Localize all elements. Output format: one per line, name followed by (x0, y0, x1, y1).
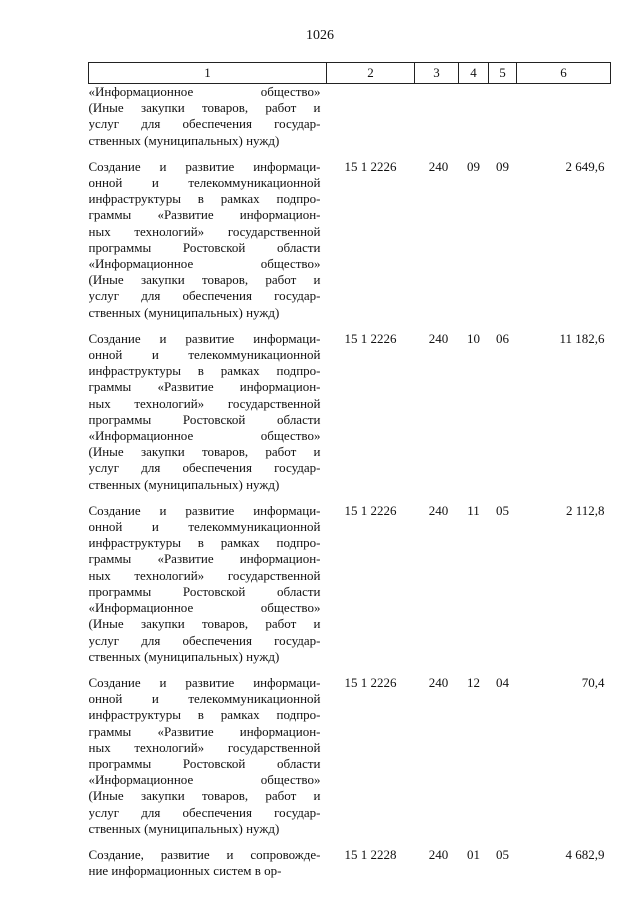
description-line: инфраструктуры в рамках подпро- (88, 535, 321, 551)
row-target-article: 15 1 2226 (344, 674, 397, 690)
description-line: граммы «Развитие информацион- (88, 551, 321, 567)
row-description (89, 503, 327, 675)
header-row (89, 63, 611, 84)
row-expense-type: 240 (428, 674, 449, 690)
budget-table (88, 62, 611, 889)
description-line: «Информационное общество» (88, 600, 321, 616)
row-target-article: 15 1 2226 (344, 502, 397, 518)
row-subsection: 09 (496, 158, 509, 174)
description-line: ственных (муниципальных) нужд) (88, 648, 280, 664)
header-col-4: 4 (459, 63, 489, 84)
row-section: 09 (467, 158, 480, 174)
description-line: инфраструктуры в рамках подпро- (88, 707, 321, 723)
description-line: услуг для обеспечения государ- (88, 288, 321, 304)
row-subsection: 06 (496, 330, 509, 346)
description-line: ных технологий» государственной (88, 395, 321, 411)
description-line: «Информационное общество» (88, 772, 321, 788)
description-line: «Информационное общество» (88, 428, 321, 444)
row-subsection: 04 (496, 674, 509, 690)
description-line: (Иные закупки товаров, работ и (88, 272, 321, 288)
row-expense-type (415, 84, 459, 159)
description-line: программы Ростовской области (88, 411, 321, 427)
row-description (89, 331, 327, 503)
description-line: ственных (муниципальных) нужд) (88, 132, 280, 148)
description-line: Создание, развитие и сопровожде- (88, 846, 321, 862)
description-line: услуг для обеспечения государ- (88, 116, 321, 132)
header-col-6: 6 (517, 63, 611, 84)
row-expense-type: 240 (428, 330, 449, 346)
description-line: услуг для обеспечения государ- (88, 804, 321, 820)
header-col-5: 5 (489, 63, 517, 84)
description-line: «Информационное общество» (88, 84, 321, 99)
row-target-article: 15 1 2228 (344, 846, 397, 862)
row-expense-type: 240 (428, 502, 449, 518)
description-line: (Иные закупки товаров, работ и (88, 444, 321, 460)
header-col-2: 2 (327, 63, 415, 84)
row-target-article (327, 84, 415, 159)
description-line: программы Ростовской области (88, 583, 321, 599)
header-col-1: 1 (89, 63, 327, 84)
table-header (89, 63, 611, 84)
description-line: ных технологий» государственной (88, 739, 321, 755)
row-amount (517, 84, 611, 159)
description-line: онной и телекоммуникационной (88, 691, 321, 707)
row-amount: 70,4 (581, 674, 605, 690)
description-line: (Иные закупки товаров, работ и (88, 788, 321, 804)
description-line: ственных (муниципальных) нужд) (88, 304, 280, 320)
table-body (89, 84, 611, 890)
description-line: программы Ростовской области (88, 755, 321, 771)
row-amount: 2 112,8 (565, 502, 605, 518)
description-line: инфраструктуры в рамках подпро- (88, 191, 321, 207)
description-line: граммы «Развитие информацион- (88, 723, 321, 739)
row-subsection: 05 (496, 846, 509, 862)
table-row (89, 503, 611, 675)
description-line: ственных (муниципальных) нужд) (88, 476, 280, 492)
row-amount: 2 649,6 (565, 158, 605, 174)
row-subsection: 05 (496, 502, 509, 518)
row-section: 12 (467, 674, 480, 690)
table-row (89, 84, 611, 159)
row-amount: 11 182,6 (559, 330, 605, 346)
row-description (89, 847, 327, 889)
row-section (459, 84, 489, 159)
header-col-3: 3 (415, 63, 459, 84)
description-line: онной и телекоммуникационной (88, 347, 321, 363)
description-line: Создание и развитие информаци- (88, 674, 321, 690)
page-number: 1026 (306, 28, 334, 43)
table-row (89, 159, 611, 331)
table-row (89, 675, 611, 847)
description-line: (Иные закупки товаров, работ и (88, 100, 321, 116)
description-line: онной и телекоммуникационной (88, 175, 321, 191)
row-expense-type: 240 (428, 158, 449, 174)
row-target-article: 15 1 2226 (344, 158, 397, 174)
row-section: 01 (467, 846, 480, 862)
row-subsection (489, 84, 517, 159)
description-line: ных технологий» государственной (88, 567, 321, 583)
description-line: Создание и развитие информаци- (88, 158, 321, 174)
description-line: услуг для обеспечения государ- (88, 632, 321, 648)
table-row (89, 847, 611, 889)
description-line: инфраструктуры в рамках подпро- (88, 363, 321, 379)
row-description (89, 84, 327, 159)
description-line: ных технологий» государственной (88, 223, 321, 239)
row-description (89, 675, 327, 847)
row-section: 11 (467, 502, 480, 518)
description-line: ние информационных систем в ор- (88, 863, 282, 879)
row-target-article: 15 1 2226 (344, 330, 397, 346)
description-line: Создание и развитие информаци- (88, 502, 321, 518)
description-line: (Иные закупки товаров, работ и (88, 616, 321, 632)
description-line: граммы «Развитие информацион- (88, 207, 321, 223)
description-line: программы Ростовской области (88, 239, 321, 255)
description-line: Создание и развитие информаци- (88, 330, 321, 346)
row-description (89, 159, 327, 331)
description-line: граммы «Развитие информацион- (88, 379, 321, 395)
row-expense-type: 240 (428, 846, 449, 862)
row-section: 10 (467, 330, 480, 346)
description-line: услуг для обеспечения государ- (88, 460, 321, 476)
description-line: онной и телекоммуникационной (88, 519, 321, 535)
table-row (89, 331, 611, 503)
row-amount: 4 682,9 (565, 846, 605, 862)
description-line: ственных (муниципальных) нужд) (88, 820, 280, 836)
description-line: «Информационное общество» (88, 256, 321, 272)
